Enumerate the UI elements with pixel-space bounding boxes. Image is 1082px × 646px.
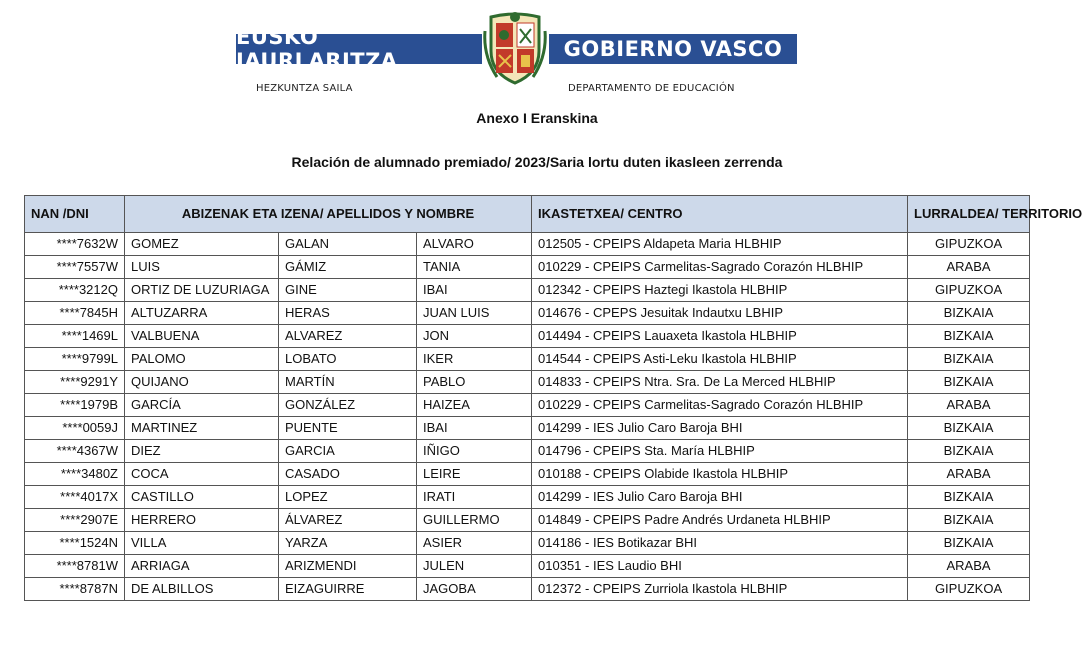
surname2-cell: LOPEZ	[279, 486, 417, 509]
surname1-cell: COCA	[125, 463, 279, 486]
dni-cell: ****4367W	[25, 440, 125, 463]
table-row	[25, 509, 1030, 532]
table-row	[25, 578, 1030, 601]
surname1-cell: ARRIAGA	[125, 555, 279, 578]
given-name-cell: JULEN	[417, 555, 532, 578]
center-cell: 014544 - CPEIPS Asti-Leku Ikastola HLBHIP	[532, 348, 908, 371]
center-cell: 014796 - CPEIPS Sta. María HLBHIP	[532, 440, 908, 463]
center-cell: 012342 - CPEIPS Haztegi Ikastola HLBHIP	[532, 279, 908, 302]
surname1-cell: CASTILLO	[125, 486, 279, 509]
surname1-cell: DIEZ	[125, 440, 279, 463]
banner-basque-government-es: GOBIERNO VASCO	[549, 34, 797, 64]
dni-cell: ****0059J	[25, 417, 125, 440]
table-row	[25, 302, 1030, 325]
territory-cell: BIZKAIA	[908, 509, 1030, 532]
center-cell: 010188 - CPEIPS Olabide Ikastola HLBHIP	[532, 463, 908, 486]
table-row	[25, 440, 1030, 463]
column-header-names: ABIZENAK ETA IZENA/ APELLIDOS Y NOMBRE	[125, 196, 532, 233]
given-name-cell: JON	[417, 325, 532, 348]
table-row	[25, 233, 1030, 256]
given-name-cell: IKER	[417, 348, 532, 371]
surname2-cell: MARTÍN	[279, 371, 417, 394]
surname1-cell: HERRERO	[125, 509, 279, 532]
surname1-cell: PALOMO	[125, 348, 279, 371]
surname2-cell: GARCIA	[279, 440, 417, 463]
dni-cell: ****7632W	[25, 233, 125, 256]
column-header-dni: NAN /DNI	[25, 196, 125, 233]
table-row	[25, 555, 1030, 578]
dni-cell: ****8781W	[25, 555, 125, 578]
territory-cell: GIPUZKOA	[908, 233, 1030, 256]
coat-of-arms-icon	[481, 11, 549, 87]
dni-cell: ****1524N	[25, 532, 125, 555]
surname2-cell: ALVAREZ	[279, 325, 417, 348]
table-row	[25, 371, 1030, 394]
table-header-row	[25, 196, 1030, 233]
center-cell: 014676 - CPEPS Jesuitak Indautxu LBHIP	[532, 302, 908, 325]
given-name-cell: IBAI	[417, 417, 532, 440]
surname2-cell: GÁMIZ	[279, 256, 417, 279]
surname2-cell: HERAS	[279, 302, 417, 325]
dni-cell: ****8787N	[25, 578, 125, 601]
territory-cell: BIZKAIA	[908, 486, 1030, 509]
territory-cell: BIZKAIA	[908, 532, 1030, 555]
territory-cell: BIZKAIA	[908, 371, 1030, 394]
territory-cell: BIZKAIA	[908, 417, 1030, 440]
table-row	[25, 394, 1030, 417]
surname2-cell: EIZAGUIRRE	[279, 578, 417, 601]
center-cell: 014849 - CPEIPS Padre Andrés Urdaneta HLBHIP	[532, 509, 908, 532]
surname1-cell: LUIS	[125, 256, 279, 279]
territory-cell: ARABA	[908, 394, 1030, 417]
center-cell: 014494 - CPEIPS Lauaxeta Ikastola HLBHIP	[532, 325, 908, 348]
given-name-cell: IBAI	[417, 279, 532, 302]
surname1-cell: GOMEZ	[125, 233, 279, 256]
surname1-cell: ORTIZ DE LUZURIAGA	[125, 279, 279, 302]
surname2-cell: YARZA	[279, 532, 417, 555]
center-cell: 014299 - IES Julio Caro Baroja BHI	[532, 417, 908, 440]
given-name-cell: ALVARO	[417, 233, 532, 256]
dni-cell: ****3212Q	[25, 279, 125, 302]
center-cell: 010351 - IES Laudio BHI	[532, 555, 908, 578]
territory-cell: ARABA	[908, 463, 1030, 486]
territory-cell: ARABA	[908, 256, 1030, 279]
center-cell: 012505 - CPEIPS Aldapeta Maria HLBHIP	[532, 233, 908, 256]
given-name-cell: IRATI	[417, 486, 532, 509]
center-cell: 014299 - IES Julio Caro Baroja BHI	[532, 486, 908, 509]
center-cell: 012372 - CPEIPS Zurriola Ikastola HLBHIP	[532, 578, 908, 601]
center-cell: 014186 - IES Botikazar BHI	[532, 532, 908, 555]
given-name-cell: PABLO	[417, 371, 532, 394]
dni-cell: ****7557W	[25, 256, 125, 279]
table-row	[25, 279, 1030, 302]
table-row	[25, 325, 1030, 348]
table-row	[25, 463, 1030, 486]
annex-title: Anexo I Eranskina	[476, 110, 598, 126]
dni-cell: ****1979B	[25, 394, 125, 417]
given-name-cell: JAGOBA	[417, 578, 532, 601]
territory-cell: BIZKAIA	[908, 325, 1030, 348]
given-name-cell: LEIRE	[417, 463, 532, 486]
surname2-cell: GINE	[279, 279, 417, 302]
awardees-table	[24, 195, 1082, 601]
department-name-eu: HEZKUNTZA SAILA	[256, 83, 353, 94]
center-cell: 010229 - CPEIPS Carmelitas-Sagrado Corazón HLBHIP	[532, 394, 908, 417]
surname2-cell: ARIZMENDI	[279, 555, 417, 578]
territory-cell: GIPUZKOA	[908, 578, 1030, 601]
surname2-cell: CASADO	[279, 463, 417, 486]
surname2-cell: GONZÁLEZ	[279, 394, 417, 417]
dni-cell: ****1469L	[25, 325, 125, 348]
department-name-es: DEPARTAMENTO DE EDUCACIÓN	[568, 83, 735, 94]
surname1-cell: ALTUZARRA	[125, 302, 279, 325]
territory-cell: GIPUZKOA	[908, 279, 1030, 302]
surname1-cell: VILLA	[125, 532, 279, 555]
banner-basque-government-eu: EUSKO JAURLARITZA	[236, 34, 482, 64]
surname2-cell: ÁLVAREZ	[279, 509, 417, 532]
given-name-cell: HAIZEA	[417, 394, 532, 417]
given-name-cell: GUILLERMO	[417, 509, 532, 532]
territory-cell: BIZKAIA	[908, 440, 1030, 463]
table-body	[25, 233, 1030, 601]
table-row	[25, 256, 1030, 279]
dni-cell: ****4017X	[25, 486, 125, 509]
table-row	[25, 417, 1030, 440]
surname1-cell: GARCÍA	[125, 394, 279, 417]
territory-cell: ARABA	[908, 555, 1030, 578]
surname1-cell: MARTINEZ	[125, 417, 279, 440]
surname1-cell: DE ALBILLOS	[125, 578, 279, 601]
surname2-cell: LOBATO	[279, 348, 417, 371]
column-header-territory: LURRALDEA/ TERRITORIO	[908, 196, 1030, 233]
territory-cell: BIZKAIA	[908, 348, 1030, 371]
given-name-cell: TANIA	[417, 256, 532, 279]
center-cell: 010229 - CPEIPS Carmelitas-Sagrado Corazón HLBHIP	[532, 256, 908, 279]
surname2-cell: PUENTE	[279, 417, 417, 440]
dni-cell: ****7845H	[25, 302, 125, 325]
given-name-cell: IÑIGO	[417, 440, 532, 463]
surname1-cell: QUIJANO	[125, 371, 279, 394]
given-name-cell: ASIER	[417, 532, 532, 555]
table-row	[25, 486, 1030, 509]
letterhead	[0, 0, 1074, 100]
list-title: Relación de alumnado premiado/ 2023/Saria lortu duten ikasleen zerrenda	[291, 154, 783, 170]
dni-cell: ****2907E	[25, 509, 125, 532]
dni-cell: ****9799L	[25, 348, 125, 371]
territory-cell: BIZKAIA	[908, 302, 1030, 325]
center-cell: 014833 - CPEIPS Ntra. Sra. De La Merced HLBHIP	[532, 371, 908, 394]
dni-cell: ****3480Z	[25, 463, 125, 486]
column-header-center: IKASTETXEA/ CENTRO	[532, 196, 908, 233]
table-row	[25, 532, 1030, 555]
given-name-cell: JUAN LUIS	[417, 302, 532, 325]
surname2-cell: GALAN	[279, 233, 417, 256]
dni-cell: ****9291Y	[25, 371, 125, 394]
table-row	[25, 348, 1030, 371]
surname1-cell: VALBUENA	[125, 325, 279, 348]
